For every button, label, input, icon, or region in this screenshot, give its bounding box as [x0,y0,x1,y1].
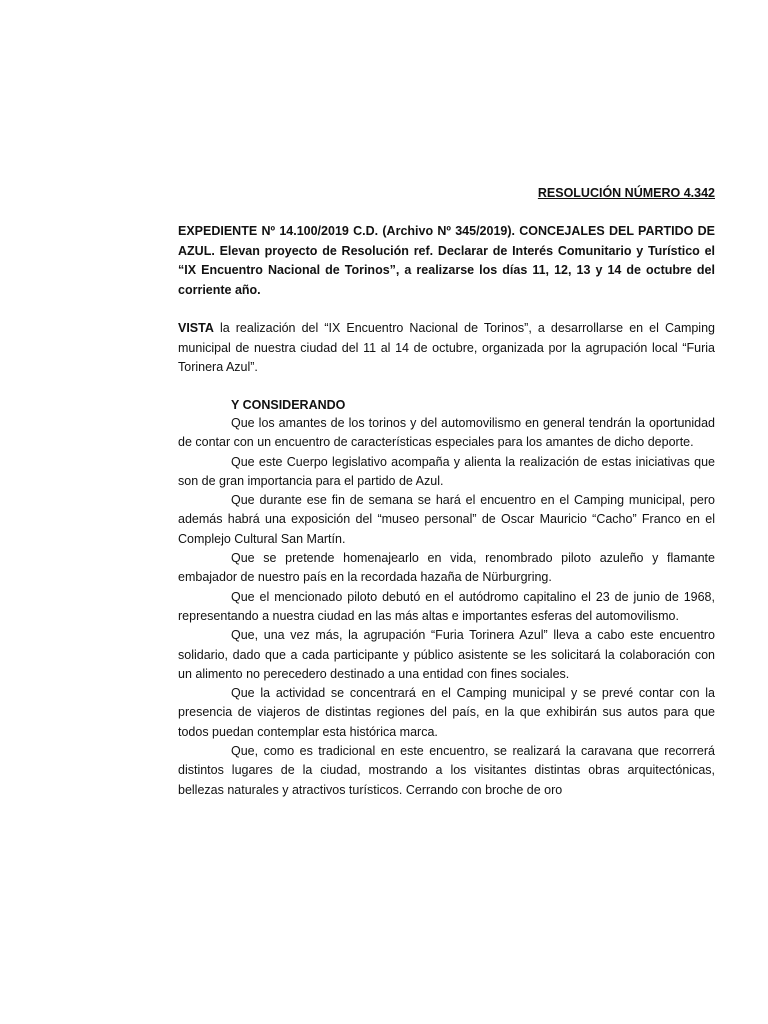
considerando-paragraph: Que se pretende homenajearlo en vida, renombrado piloto azuleño y flamante embajador de nuestro país en la recordada hazaña de Nürburgring. [178,551,715,585]
considerando-paragraph: Que este Cuerpo legislativo acompaña y alienta la realización de estas iniciativas que son de gran importancia para el partido de Azul. [178,454,715,488]
resolution-title: RESOLUCIÓN NÚMERO 4.342 [537,186,715,200]
considerando-paragraph: Que los amantes de los torinos y del automovilismo en general tendrán la oportunidad de contar con un encuentro de características especiales para los amantes de dicho deporte. [178,416,715,450]
vista-label: VISTA [178,321,214,335]
considerando-paragraph: Que la actividad se concentrará en el Camping municipal y se prevé contar con la presencia de viajeros de distintas regiones del país, en la que exhibirán sus autos para que todos puedan contemplar esta histórica marca. [178,686,715,739]
considerando-paragraph: Que durante ese fin de semana se hará el encuentro en el Camping municipal, pero además habrá una exposición del “museo personal” de Oscar Mauricio “Cacho” Franco en el Complejo Cultural San Martín. [178,493,715,546]
considerando-body [178,414,715,800]
considerando-paragraph: Que el mencionado piloto debutó en el autódromo capitalino el 23 de junio de 1968, representando a nuestra ciudad en las más altas e importantes esferas del automovilismo. [178,589,715,623]
considerando-heading: Y CONSIDERANDO [231,398,346,412]
vista-text: la realización del “IX Encuentro Nacional de Torinos”, a desarrollarse en el Camping municipal de nuestra ciudad del 11 al 14 de octubre, organizada por la agrupación local “Furia Torinera Azul”. [178,321,715,374]
considerando-paragraph: Que, como es tradicional en este encuentro, se realizará la caravana que recorrerá distintos lugares de la ciudad, mostrando a los visitantes distintas obras arquitectónicas, bellezas naturales y atractivos turísticos. Cerrando con broche de oro [178,744,715,797]
considerando-paragraph: Que, una vez más, la agrupación “Furia Torinera Azul” lleva a cabo este encuentro solidario, dado que a cada participante y público asistente se les solicitará la colaboración con un alimento no perecedero destinado a una entidad con fines sociales. [178,628,715,681]
vista-paragraph [178,319,715,378]
expediente-paragraph: EXPEDIENTE Nº 14.100/2019 C.D. (Archivo Nº 345/2019). CONCEJALES DEL PARTIDO DE AZUL. Elevan proyecto de Resolución ref. Declarar de Interés Comunitario y Turístico el “IX Encuentro Nacional de Torinos”, a realizarse los días 11, 12, 13 y 14 de octubre del corriente año. [178,224,715,298]
